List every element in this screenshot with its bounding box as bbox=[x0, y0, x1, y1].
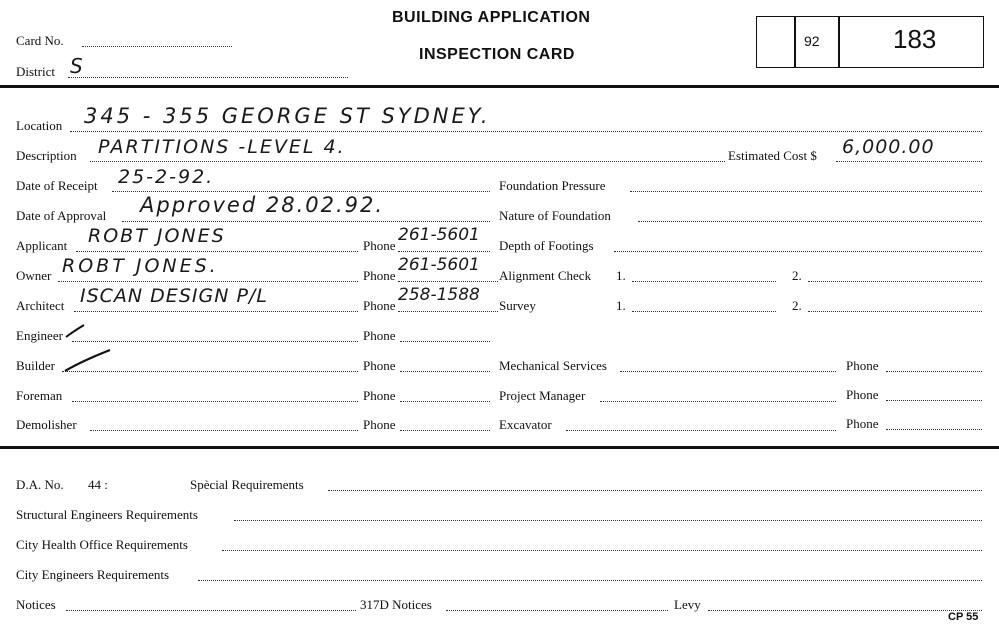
alignment-check-label: Alignment Check bbox=[499, 268, 592, 283]
survey-num-2: 2. bbox=[792, 298, 802, 313]
title-line-1: BUILDING APPLICATION bbox=[392, 9, 591, 26]
foundation-pressure-field[interactable] bbox=[630, 191, 982, 192]
description-label: Description bbox=[16, 148, 77, 163]
survey-field-2[interactable] bbox=[808, 311, 982, 312]
notices-317d-label: 317D Notices bbox=[360, 597, 432, 612]
estimated-cost-field[interactable] bbox=[836, 161, 982, 162]
builder-phone-field[interactable] bbox=[400, 371, 490, 372]
date-approval-label: Date of Approval bbox=[16, 208, 107, 223]
date-receipt-value: 25-2-92. bbox=[118, 166, 215, 188]
title-line-2: INSPECTION CARD bbox=[419, 46, 575, 63]
special-requirements-label: Spècial Requirements bbox=[190, 477, 304, 492]
builder-label: Builder bbox=[16, 358, 55, 373]
owner-phone-field[interactable] bbox=[398, 281, 498, 282]
form-code: CP 55 bbox=[948, 611, 979, 623]
engineers-requirements-field[interactable] bbox=[198, 580, 982, 581]
applicant-phone-value: 261-5601 bbox=[398, 225, 480, 245]
estimated-cost-value: 6,000.00 bbox=[842, 136, 935, 158]
mechanical-phone-field[interactable] bbox=[886, 371, 982, 372]
alignment-check-num-2: 2. bbox=[792, 268, 802, 283]
mechanical-services-field[interactable] bbox=[620, 371, 836, 372]
district-label: District bbox=[16, 64, 55, 79]
foreman-label: Foreman bbox=[16, 388, 63, 403]
owner-phone-value: 261-5601 bbox=[398, 255, 480, 275]
project-manager-label: Project Manager bbox=[499, 388, 586, 403]
notices-label: Notices bbox=[16, 597, 56, 612]
da-no-value: 44 : bbox=[88, 477, 108, 492]
foreman-phone-label: Phone bbox=[363, 388, 396, 403]
box-year: 92 bbox=[804, 33, 820, 49]
survey-label: Survey bbox=[499, 298, 536, 313]
owner-field[interactable] bbox=[58, 281, 358, 282]
date-approval-field[interactable] bbox=[122, 221, 490, 222]
location-label: Location bbox=[16, 118, 63, 133]
foreman-phone-field[interactable] bbox=[400, 401, 490, 402]
architect-phone-value: 258-1588 bbox=[398, 285, 480, 305]
district-value: S bbox=[70, 54, 85, 78]
survey-field-1[interactable] bbox=[632, 311, 776, 312]
card-number-box bbox=[756, 16, 984, 68]
engineers-requirements-label: City Engineers Requirements bbox=[16, 567, 170, 582]
demolisher-label: Demolisher bbox=[16, 417, 77, 432]
engineer-phone-field[interactable] bbox=[400, 341, 490, 342]
description-value: PARTITIONS -LEVEL 4. bbox=[98, 136, 346, 158]
location-value: 345 - 355 GEORGE ST SYDNEY. bbox=[84, 104, 491, 128]
engineer-check-mark bbox=[64, 322, 86, 340]
project-manager-phone-field[interactable] bbox=[886, 400, 982, 401]
box-divider-1 bbox=[794, 17, 796, 67]
depth-footings-label: Depth of Footings bbox=[499, 238, 594, 253]
applicant-field[interactable] bbox=[76, 251, 358, 252]
owner-phone-label: Phone bbox=[363, 268, 396, 283]
applicant-phone-field[interactable] bbox=[398, 251, 490, 252]
architect-phone-field[interactable] bbox=[398, 311, 498, 312]
excavator-phone-field[interactable] bbox=[886, 429, 982, 430]
builder-check-mark bbox=[62, 346, 114, 374]
date-receipt-label: Date of Receipt bbox=[16, 178, 98, 193]
mechanical-phone-label: Phone bbox=[846, 358, 879, 373]
project-manager-field[interactable] bbox=[600, 401, 836, 402]
da-no-label: D.A. No. bbox=[16, 477, 64, 492]
levy-label: Levy bbox=[674, 597, 701, 612]
date-approval-value: Approved 28.02.92. bbox=[140, 193, 385, 217]
demolisher-phone-label: Phone bbox=[363, 417, 396, 432]
applicant-phone-label: Phone bbox=[363, 238, 396, 253]
health-requirements-label: City Health Office Requirements bbox=[16, 537, 188, 552]
applicant-value: ROBT JONES bbox=[88, 225, 226, 247]
structural-requirements-label: Structural Engineers Requirements bbox=[16, 507, 198, 522]
divider-middle bbox=[0, 446, 999, 449]
engineer-field[interactable] bbox=[72, 341, 358, 342]
owner-value: ROBT JONES. bbox=[62, 255, 219, 277]
excavator-label: Excavator bbox=[499, 417, 552, 432]
engineer-phone-label: Phone bbox=[363, 328, 396, 343]
box-divider-2 bbox=[838, 17, 840, 67]
nature-foundation-label: Nature of Foundation bbox=[499, 208, 611, 223]
notices-317d-field[interactable] bbox=[446, 610, 668, 611]
excavator-phone-label: Phone bbox=[846, 416, 879, 431]
engineer-label: Engineer bbox=[16, 328, 63, 343]
demolisher-field[interactable] bbox=[90, 430, 358, 431]
box-number: 183 bbox=[893, 24, 937, 54]
owner-label: Owner bbox=[16, 268, 52, 283]
special-requirements-field[interactable] bbox=[328, 490, 982, 491]
depth-footings-field[interactable] bbox=[614, 251, 982, 252]
architect-value: ISCAN DESIGN P/L bbox=[80, 285, 268, 307]
architect-phone-label: Phone bbox=[363, 298, 396, 313]
card-no-field[interactable] bbox=[82, 46, 232, 47]
excavator-field[interactable] bbox=[566, 430, 836, 431]
alignment-check-field-1[interactable] bbox=[632, 281, 776, 282]
description-field[interactable] bbox=[90, 161, 725, 162]
nature-foundation-field[interactable] bbox=[638, 221, 982, 222]
foreman-field[interactable] bbox=[72, 401, 358, 402]
health-requirements-field[interactable] bbox=[222, 550, 982, 551]
alignment-check-field-2[interactable] bbox=[808, 281, 982, 282]
notices-field[interactable] bbox=[66, 610, 356, 611]
divider-top bbox=[0, 85, 999, 88]
mechanical-services-label: Mechanical Services bbox=[499, 358, 607, 373]
architect-label: Architect bbox=[16, 298, 65, 313]
card-no-label: Card No. bbox=[16, 33, 64, 48]
date-receipt-field[interactable] bbox=[112, 191, 490, 192]
alignment-check-num-1: 1. bbox=[616, 268, 626, 283]
estimated-cost-label: Estimated Cost $ bbox=[728, 148, 817, 163]
structural-requirements-field[interactable] bbox=[234, 520, 982, 521]
district-field[interactable] bbox=[68, 77, 348, 78]
levy-field[interactable] bbox=[708, 610, 982, 611]
location-field[interactable] bbox=[70, 131, 982, 132]
architect-field[interactable] bbox=[74, 311, 358, 312]
applicant-label: Applicant bbox=[16, 238, 68, 253]
demolisher-phone-field[interactable] bbox=[400, 430, 490, 431]
builder-phone-label: Phone bbox=[363, 358, 396, 373]
survey-num-1: 1. bbox=[616, 298, 626, 313]
foundation-pressure-label: Foundation Pressure bbox=[499, 178, 606, 193]
project-manager-phone-label: Phone bbox=[846, 387, 879, 402]
